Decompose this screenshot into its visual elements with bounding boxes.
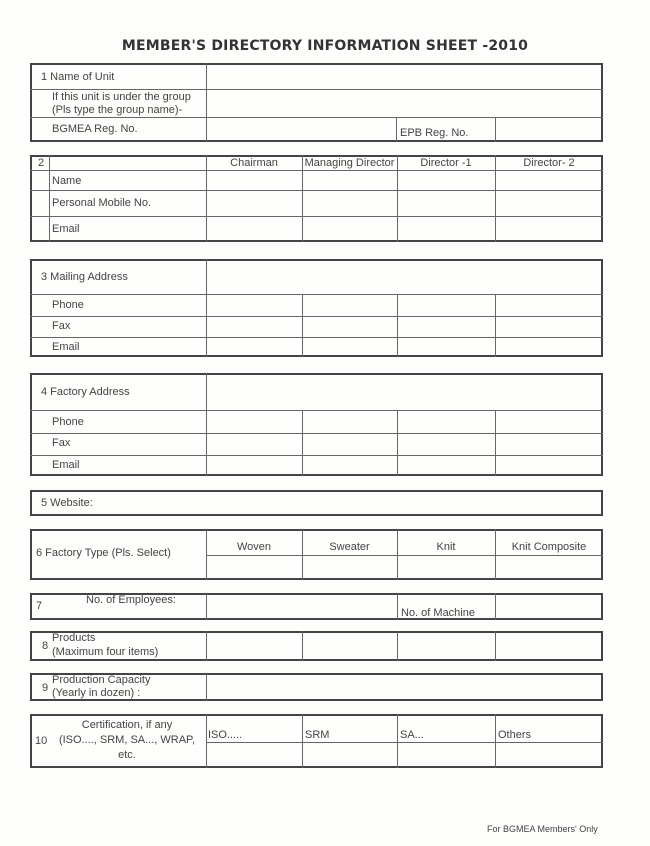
section2-number: 2 [38,157,45,169]
header-director-2: Director- 2 [523,157,575,169]
factory-type-knit-composite: Knit Composite [511,541,587,553]
header-director-1: Director -1 [420,157,472,169]
footer-note: For BGMEA Members' Only [487,824,598,834]
factory-phone-label: Phone [52,416,84,428]
group-name-field[interactable] [207,90,601,116]
row-label-mobile: Personal Mobile No. [52,197,152,209]
director-email-field[interactable] [207,217,601,240]
certification-label-line2: (ISO...., SRM, SA..., WRAP, [58,734,196,746]
mailing-address-field[interactable] [207,260,601,293]
machine-label: No. of Machine [401,607,475,619]
certification-label-line1: Certification, if any [81,719,173,731]
mailing-fax-label: Fax [52,320,71,332]
factory-email-label: Email [52,459,80,471]
cert-iso-field[interactable] [207,743,301,766]
machine-field[interactable] [496,594,601,618]
employees-field[interactable] [207,594,396,618]
bgmea-reg-field[interactable] [207,118,395,141]
factory-fax-label: Fax [52,437,71,449]
factory-type-knit: Knit [436,541,456,553]
woven-checkbox[interactable] [207,556,301,578]
row-label-email: Email [52,223,80,235]
factory-type-sweater: Sweater [329,541,370,553]
mailing-phone-label: Phone [52,299,84,311]
header-managing-director: Managing Director [304,157,395,169]
director-name-field[interactable] [207,171,601,189]
knit-checkbox[interactable] [398,556,494,578]
website-label: 5 Website: [41,497,93,509]
cert-sa-field[interactable] [398,743,494,766]
section7-number: 7 [36,600,43,612]
bgmea-reg-label: BGMEA Reg. No. [52,123,138,135]
mailing-address-label: 3 Mailing Address [41,271,128,283]
factory-address-label: 4 Factory Address [41,386,130,398]
products-label-line2: (Maximum four items) [52,646,159,658]
products-field[interactable] [207,632,601,659]
cert-sa-label: SA... [400,729,424,741]
capacity-label-line1: Production Capacity [52,674,151,686]
employees-label: No. of Employees: [86,594,176,606]
name-of-unit-label: 1 Name of Unit [41,71,115,83]
capacity-field[interactable] [207,674,601,699]
director-mobile-field[interactable] [207,191,601,215]
epb-reg-field[interactable] [496,118,601,141]
cert-srm-label: SRM [305,729,330,741]
name-of-unit-field[interactable] [207,64,601,88]
certification-label-line3: etc. [118,749,136,761]
row-label-name: Name [52,175,82,187]
page-title: MEMBER'S DIRECTORY INFORMATION SHEET -2010 [121,38,529,54]
group-label-line2: (Pls type the group name)- [52,104,183,116]
cert-others-field[interactable] [496,743,601,766]
factory-type-label: 6 Factory Type (Pls. Select) [36,547,171,559]
factory-type-woven: Woven [236,541,272,553]
section9-number: 9 [42,682,49,694]
website-field[interactable] [120,492,601,514]
factory-address-field[interactable] [207,374,601,409]
cert-iso-label: ISO..... [208,729,243,741]
mailing-email-label: Email [52,341,80,353]
epb-reg-label: EPB Reg. No. [400,127,469,139]
cert-srm-field[interactable] [303,743,396,766]
knit-composite-checkbox[interactable] [496,556,601,578]
section8-number: 8 [42,640,49,652]
group-label-line1: If this unit is under the group [52,91,191,103]
section10-number: 10 [35,735,48,747]
products-label-line1: Products [52,632,96,644]
header-chairman: Chairman [230,157,278,169]
cert-others-label: Others [498,729,532,741]
sweater-checkbox[interactable] [303,556,396,578]
capacity-label-line2: (Yearly in dozen) : [52,687,141,699]
